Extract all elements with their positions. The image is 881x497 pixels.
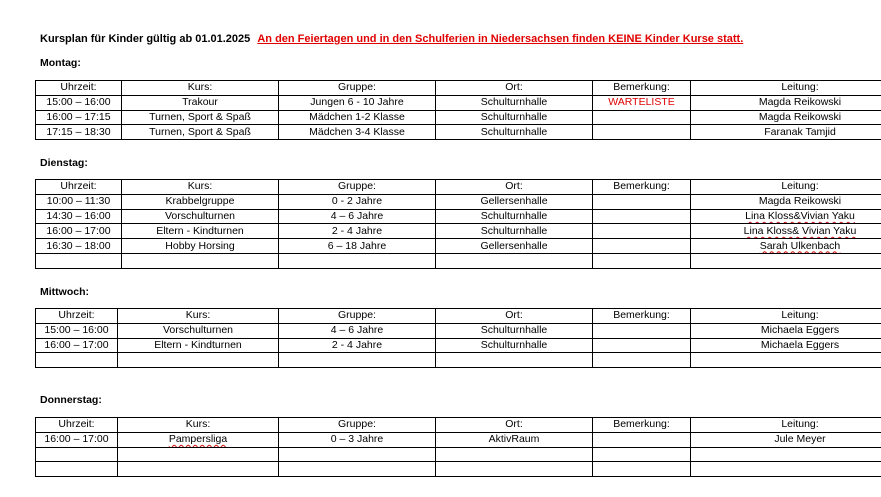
cell-time: 15:00 – 16:00 (36, 95, 122, 110)
cell-location: Schulturnhalle (436, 224, 593, 239)
cell-course (118, 447, 279, 462)
cell-course: Vorschulturnen (118, 323, 279, 338)
column-header: Kurs: (118, 418, 279, 433)
column-header: Uhrzeit: (36, 418, 118, 433)
cell-time: 15:00 – 16:00 (36, 323, 118, 338)
instructor-name: Sarah Ulkenbach (759, 239, 841, 252)
table-header-row (36, 418, 881, 433)
cell-location: Gellersenhalle (436, 239, 593, 254)
cell-remark (593, 125, 691, 140)
table-row (36, 224, 881, 239)
cell-remark (593, 338, 691, 353)
cell-remark (593, 447, 691, 462)
column-header: Kurs: (118, 309, 279, 324)
table-row (36, 323, 881, 338)
cell-location: Schulturnhalle (436, 323, 593, 338)
cell-time: 16:00 – 17:00 (36, 224, 122, 239)
table-header-row (36, 81, 881, 96)
cell-remark (593, 110, 691, 125)
cell-instructor (691, 353, 881, 368)
schedule-table-dienstag (35, 179, 881, 269)
schedule-table-donnerstag (35, 417, 881, 477)
column-header: Leitung: (691, 418, 881, 433)
table-row (36, 125, 881, 140)
cell-remark (593, 253, 691, 268)
cell-location (436, 353, 593, 368)
cell-location: Schulturnhalle (436, 110, 593, 125)
column-header: Ort: (436, 418, 593, 433)
cell-instructor (691, 209, 881, 224)
cell-group (279, 462, 436, 477)
cell-remark (593, 194, 691, 209)
cell-group: 4 – 6 Jahre (279, 209, 436, 224)
day-heading-donnerstag: Donnerstag: (40, 394, 102, 406)
cell-instructor: Magda Reikowski (691, 194, 881, 209)
cell-time: 16:30 – 18:00 (36, 239, 122, 254)
cell-instructor (691, 239, 881, 254)
cell-instructor: Faranak Tamjid (691, 125, 881, 140)
cell-location (436, 462, 593, 477)
cell-course: Eltern - Kindturnen (122, 224, 279, 239)
column-header: Uhrzeit: (36, 309, 118, 324)
column-header: Gruppe: (279, 418, 436, 433)
column-header: Bemerkung: (593, 81, 691, 96)
cell-instructor (691, 447, 881, 462)
cell-course: Vorschulturnen (122, 209, 279, 224)
cell-group (279, 353, 436, 368)
cell-instructor (691, 462, 881, 477)
cell-time (36, 353, 118, 368)
course-name: Pampersliga (168, 433, 228, 446)
table-row (36, 239, 881, 254)
table-row (36, 432, 881, 447)
table-row (36, 447, 881, 462)
table-row (36, 353, 881, 368)
instructor-name: Lina Kloss&Vivian Yaku (745, 209, 855, 222)
cell-course: Trakour (122, 95, 279, 110)
column-header: Gruppe: (279, 309, 436, 324)
cell-time (36, 447, 118, 462)
cell-time: 17:15 – 18:30 (36, 125, 122, 140)
table-row (36, 110, 881, 125)
cell-course: Turnen, Sport & Spaß (122, 125, 279, 140)
cell-location: Schulturnhalle (436, 338, 593, 353)
column-header: Gruppe: (279, 180, 436, 195)
column-header: Kurs: (122, 81, 279, 96)
cell-remark (593, 353, 691, 368)
cell-remark (593, 224, 691, 239)
cell-course: Turnen, Sport & Spaß (122, 110, 279, 125)
cell-instructor: Magda Reikowski (691, 95, 881, 110)
cell-group: 4 – 6 Jahre (279, 323, 436, 338)
table-row (36, 462, 881, 477)
schedule-table-mittwoch (35, 308, 881, 368)
instructor-name: Lina Kloss& Vivian Yaku (743, 224, 857, 237)
page-title (40, 33, 743, 45)
cell-group: Mädchen 3-4 Klasse (279, 125, 436, 140)
column-header: Uhrzeit: (36, 81, 122, 96)
schedule-title: Kursplan für Kinder gültig ab 01.01.2025 (40, 33, 251, 45)
cell-instructor: Michaela Eggers (691, 323, 881, 338)
schedule-table-montag (35, 80, 881, 140)
table-header-row (36, 180, 881, 195)
column-header: Leitung: (691, 81, 881, 96)
table-row (36, 209, 881, 224)
cell-remark: WARTELISTE (593, 95, 691, 110)
cell-remark (593, 462, 691, 477)
cell-remark (593, 209, 691, 224)
cell-remark (593, 239, 691, 254)
holiday-notice: An den Feiertagen und in den Schulferien in Niedersachsen finden KEINE Kinder Kurse statt. (257, 33, 744, 45)
table-row (36, 95, 881, 110)
cell-group: 2 - 4 Jahre (279, 338, 436, 353)
cell-time: 16:00 – 17:15 (36, 110, 122, 125)
cell-instructor: Michaela Eggers (691, 338, 881, 353)
cell-course (122, 253, 279, 268)
cell-location (436, 253, 593, 268)
column-header: Ort: (436, 309, 593, 324)
cell-location: Schulturnhalle (436, 209, 593, 224)
column-header: Ort: (436, 81, 593, 96)
cell-location: AktivRaum (436, 432, 593, 447)
cell-instructor (691, 224, 881, 239)
cell-time (36, 462, 118, 477)
cell-time: 14:30 – 16:00 (36, 209, 122, 224)
cell-instructor: Magda Reikowski (691, 110, 881, 125)
cell-group (279, 447, 436, 462)
cell-time: 16:00 – 17:00 (36, 432, 118, 447)
cell-time: 16:00 – 17:00 (36, 338, 118, 353)
table-row (36, 194, 881, 209)
cell-location: Schulturnhalle (436, 95, 593, 110)
cell-course (118, 353, 279, 368)
cell-remark (593, 432, 691, 447)
cell-group: 0 - 2 Jahre (279, 194, 436, 209)
cell-group (279, 253, 436, 268)
table-header-row (36, 309, 881, 324)
cell-course (118, 432, 279, 447)
cell-course (118, 462, 279, 477)
cell-time (36, 253, 122, 268)
column-header: Bemerkung: (593, 309, 691, 324)
cell-group: 6 – 18 Jahre (279, 239, 436, 254)
cell-location: Schulturnhalle (436, 125, 593, 140)
column-header: Gruppe: (279, 81, 436, 96)
cell-remark (593, 323, 691, 338)
cell-time: 10:00 – 11:30 (36, 194, 122, 209)
column-header: Ort: (436, 180, 593, 195)
cell-group: 2 - 4 Jahre (279, 224, 436, 239)
column-header: Uhrzeit: (36, 180, 122, 195)
cell-instructor (691, 253, 881, 268)
day-heading-mittwoch: Mittwoch: (40, 286, 89, 298)
day-heading-montag: Montag: (40, 57, 81, 69)
cell-group: Jungen 6 - 10 Jahre (279, 95, 436, 110)
cell-course: Hobby Horsing (122, 239, 279, 254)
table-row (36, 253, 881, 268)
cell-location: Gellersenhalle (436, 194, 593, 209)
cell-course: Eltern - Kindturnen (118, 338, 279, 353)
cell-instructor: Jule Meyer (691, 432, 881, 447)
column-header: Leitung: (691, 309, 881, 324)
column-header: Kurs: (122, 180, 279, 195)
cell-group: Mädchen 1-2 Klasse (279, 110, 436, 125)
cell-course: Krabbelgruppe (122, 194, 279, 209)
table-row (36, 338, 881, 353)
day-heading-dienstag: Dienstag: (40, 157, 88, 169)
column-header: Bemerkung: (593, 180, 691, 195)
column-header: Leitung: (691, 180, 881, 195)
cell-group: 0 – 3 Jahre (279, 432, 436, 447)
cell-location (436, 447, 593, 462)
column-header: Bemerkung: (593, 418, 691, 433)
